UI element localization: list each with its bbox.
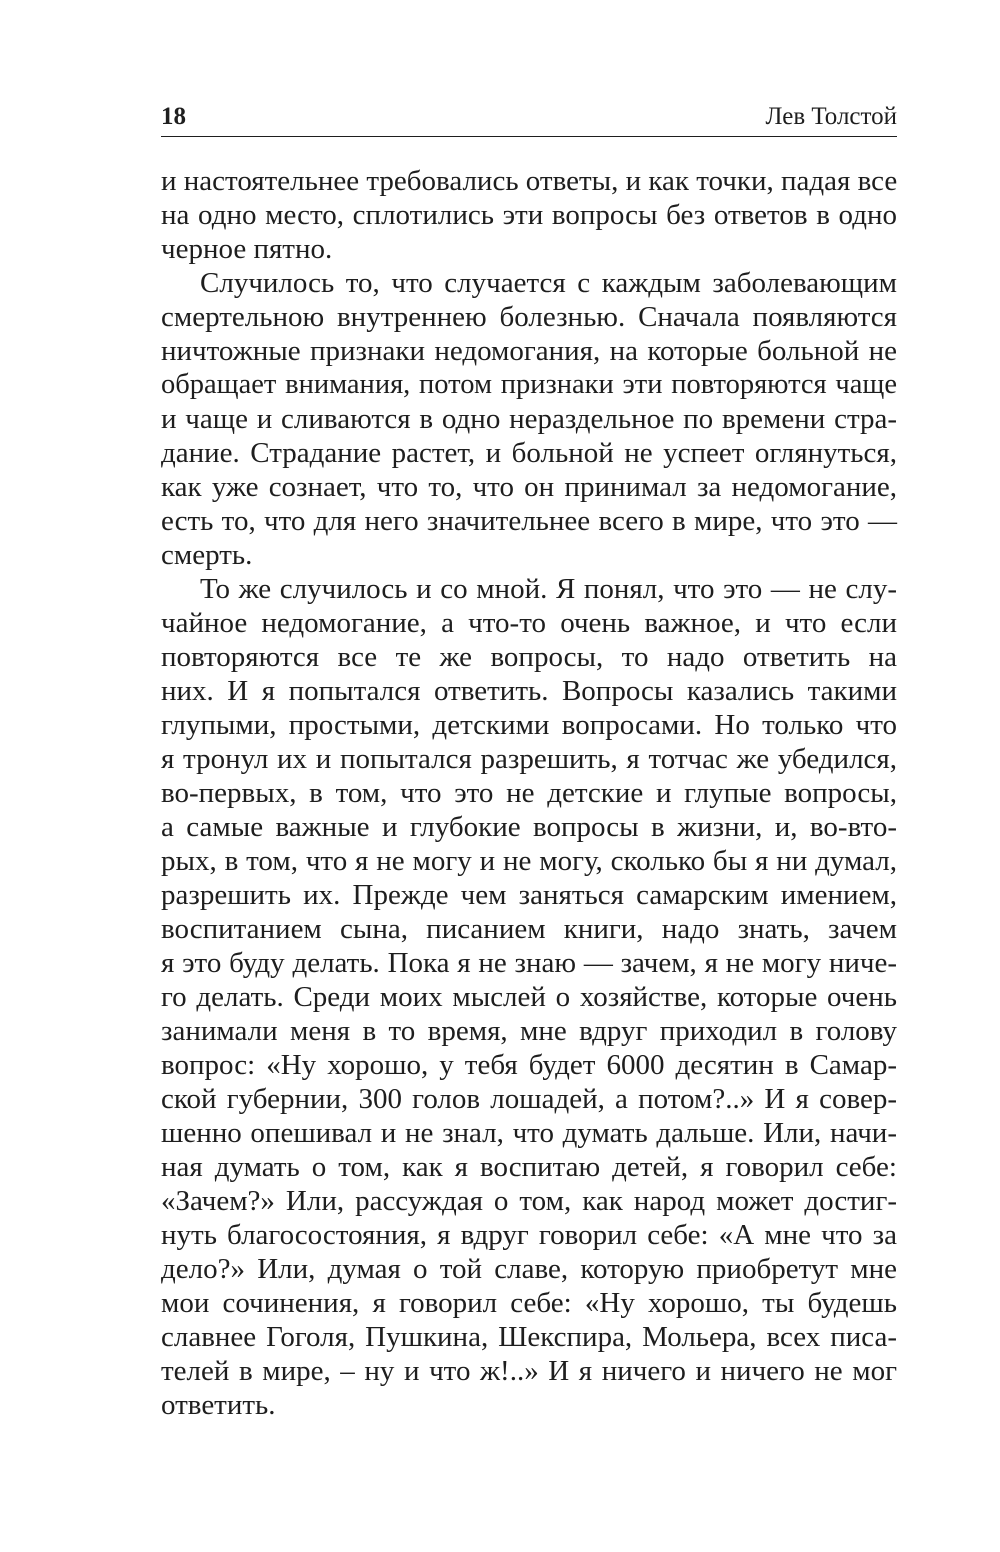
text-line: я тронул их и попытался разрешить, я тотчас же убедился, [161,743,897,775]
text-line: ничтожные признаки недомогания, на которые больной не [161,335,897,367]
text-line: обращает внимания, потом признаки эти повторяются чаще [161,369,897,400]
text-line: шенно опешивал и не знал, что думать дальше. Или, начи- [161,1117,897,1149]
text-line: них. И я попытался ответить. Вопросы казались такими [161,675,897,707]
text-line: го делать. Среди моих мыслей о хозяйстве, которые очень [161,981,897,1013]
text-line: «Зачем?» Или, рассуждая о том, как народ может достиг- [161,1185,897,1217]
text-line: ответить. [161,1389,276,1421]
page-header [161,100,897,134]
text-line: дело?» Или, думая о той славе, которую приобретут мне [161,1253,897,1285]
text-line: во-первых, в том, что это не детские и глупые вопросы, [161,777,897,809]
text-line: на одно место, сплотились эти вопросы без ответов в одно [161,199,897,231]
text-line: я это буду делать. Пока я не знаю — зачем, я не могу ниче- [161,947,897,979]
running-head-author: Лев Толстой [765,103,897,130]
text-line: ная думать о том, как я воспитаю детей, я говорил себе: [161,1151,897,1183]
text-line: разрешить их. Прежде чем заняться самарским имением, [161,879,897,911]
text-line: и чаще и сливаются в одно нераздельное по времени стра- [161,403,897,435]
text-line: смертельною внутреннею болезнью. Сначала появляются [161,301,897,333]
header-rule [161,136,897,137]
text-line: нуть благосостояния, я вдруг говорил себе: «А мне что за [161,1219,897,1251]
text-line: славнее Гоголя, Пушкина, Шекспира, Мольера, всех писа- [161,1321,897,1353]
text-line: есть то, что для него значительнее всего в мире, что это — [161,505,897,537]
text-line: смерть. [161,539,253,571]
text-line: То же случилось и со мной. Я понял, что это — не слу- [200,573,897,605]
body-text [161,164,897,1422]
text-line: мои сочинения, я говорил себе: «Ну хорошо, ты будешь [161,1287,897,1319]
text-line: воспитанием сына, писанием книги, надо знать, зачем [161,913,897,945]
text-line: Случилось то, что случается с каждым заболевающим [200,267,897,299]
text-line: вопрос: «Ну хорошо, у тебя будет 6000 десятин в Самар- [161,1049,897,1081]
page-number: 18 [161,103,186,130]
text-line: повторяются все те же вопросы, то надо ответить на [161,641,897,673]
text-line: рых, в том, что я не могу и не могу, сколько бы я ни думал, [161,845,897,877]
text-line: а самые важные и глубокие вопросы в жизни, и, во-вто- [161,811,897,843]
text-line: телей в мире, – ну и что ж!..» И я ничего и ничего не мог [161,1355,897,1387]
text-line: ской губернии, 300 голов лошадей, а потом?..» И я совер- [161,1083,897,1115]
text-line: чайное недомогание, а что-то очень важное, и что если [161,607,897,639]
text-line: и настоятельнее требовались ответы, и как точки, падая все [161,165,898,197]
text-line: занимали меня в то время, мне вдруг приходил в голову [161,1015,897,1047]
text-line: глупыми, простыми, детскими вопросами. Но только что [161,709,897,741]
text-line: черное пятно. [161,233,333,265]
text-line: как уже сознает, что то, что он принимал за недомогание, [161,471,897,503]
text-line: дание. Страдание растет, и больной не успеет оглянуться, [161,437,897,469]
